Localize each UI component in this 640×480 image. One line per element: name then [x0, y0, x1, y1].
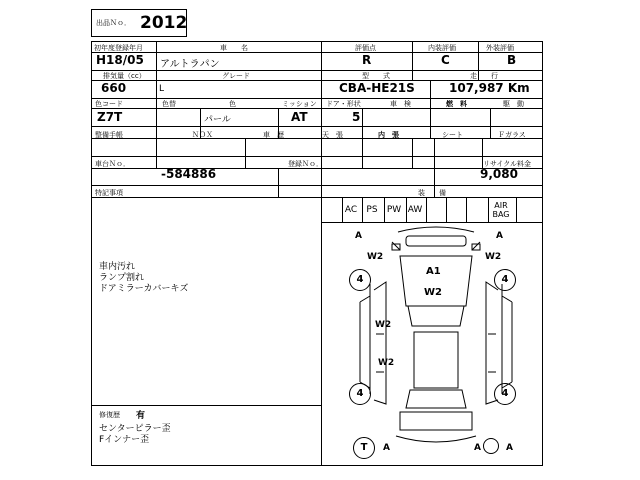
grade-value: L	[159, 84, 165, 94]
car-damage-diagram	[330, 222, 542, 466]
tire-rear-left: 4	[349, 383, 371, 405]
rule	[466, 197, 467, 222]
nox-label: ＮＯＸ	[192, 131, 213, 139]
rule	[321, 197, 322, 465]
first-reg-value: H18/05	[96, 53, 144, 67]
displacement-label: 排気量（cc）	[103, 72, 146, 80]
history-label: 車 歴	[263, 131, 284, 139]
recycle-value: 9,080	[480, 167, 518, 181]
rule	[430, 80, 431, 108]
rule	[156, 108, 157, 138]
mark-a: A	[355, 231, 362, 241]
interior-score-value: C	[441, 53, 450, 67]
rule	[92, 138, 542, 139]
diagram-line	[396, 436, 476, 442]
diagram-line	[406, 236, 466, 246]
rule	[362, 108, 363, 168]
diagram-line	[408, 306, 464, 326]
fuel-label: 燃 料	[446, 100, 467, 108]
diagram-line	[488, 334, 496, 372]
reg-no-label: 登録Ｎｏ．	[288, 160, 323, 168]
equip-airbag: AIR BAG	[492, 201, 510, 219]
lot-number-box	[91, 9, 187, 37]
color-code-label: 色コード	[95, 100, 123, 108]
mileage-value: 107,987 Km	[449, 81, 530, 95]
mark-a: A	[474, 443, 481, 453]
exterior-score-value: B	[507, 53, 517, 67]
diagram-line	[400, 256, 472, 306]
rule	[156, 80, 157, 108]
rule	[92, 185, 542, 186]
remark-line: ランプ割れ	[99, 273, 145, 283]
rule	[92, 98, 542, 99]
lot-number: 2012	[140, 13, 188, 33]
mark-w2: W2	[367, 252, 384, 262]
rule	[430, 108, 431, 138]
first-reg-label: 初年度登録年月	[94, 44, 143, 52]
equip-ps: PS	[366, 205, 378, 215]
remark-line: ドアミラーカバーキズ	[99, 284, 189, 294]
doors-label: ドア・形状	[326, 100, 361, 108]
score-value: R	[362, 53, 372, 67]
equip-aw: AW	[407, 205, 423, 215]
chassis-value: -584886	[161, 167, 217, 181]
diagram-line	[406, 390, 466, 408]
mission-value: AT	[291, 110, 308, 124]
manual-label: 整備手帳	[95, 131, 123, 139]
mark-w2: W2	[378, 358, 395, 368]
rule	[92, 197, 542, 198]
mark-a: A	[496, 231, 503, 241]
diagram-line	[360, 296, 370, 388]
rule	[278, 168, 279, 197]
rule	[446, 197, 447, 222]
rule	[156, 42, 157, 80]
tire-rear-right: 4	[494, 383, 516, 405]
equip-ac: AC	[344, 205, 358, 215]
rule	[92, 108, 542, 109]
rule	[412, 42, 413, 80]
chassis-label: 車台Ｎｏ．	[95, 160, 130, 168]
repair-label: 修復歴	[99, 411, 120, 419]
model-label: 型 式	[362, 72, 390, 80]
equipment-label: 装 備	[418, 189, 446, 197]
score-label: 評価点	[355, 44, 376, 52]
repair-value: 有	[136, 411, 146, 421]
car-name-label: 車 名	[220, 44, 248, 52]
rule	[321, 42, 322, 197]
sunroof-label: 天 張	[322, 131, 343, 139]
seat-label: シート	[442, 131, 463, 139]
diagram-line	[398, 227, 474, 232]
mark-a: A	[383, 443, 390, 453]
rule	[156, 138, 157, 168]
rule	[426, 197, 427, 222]
color-code-value: Z7T	[97, 110, 123, 124]
mileage-label: 走 行	[470, 72, 498, 80]
lot-label: 出品Ｎｏ．	[96, 19, 131, 27]
remarks-label: 特記事項	[95, 189, 123, 197]
interior-score-label: 内装評価	[428, 44, 456, 52]
mark-w2: W2	[375, 320, 392, 330]
mark-a: A	[506, 443, 513, 453]
rule	[92, 156, 542, 157]
displacement-value: 660	[101, 81, 127, 95]
diagram-line	[502, 296, 512, 388]
car-name-value: アルトラパン	[160, 59, 220, 70]
color-label: 色	[229, 100, 236, 108]
spare-tire: T	[353, 437, 375, 459]
diagram-line	[414, 332, 458, 388]
rule	[245, 138, 246, 168]
rule	[490, 108, 491, 138]
rule	[516, 197, 517, 222]
mark-a1: A1	[426, 266, 441, 277]
color-type-label: 色替	[162, 100, 176, 108]
mark-w2: W2	[485, 252, 502, 262]
tire-front-right: 4	[494, 269, 516, 291]
grade-label: グレード	[222, 72, 250, 80]
rule	[434, 138, 435, 168]
interior-label: 内 張	[378, 131, 399, 139]
tire-front-left: 4	[349, 269, 371, 291]
equip-pw: PW	[386, 205, 402, 215]
drive-label: 駆 動	[503, 100, 524, 108]
repair-note: センターピラー歪	[99, 424, 171, 434]
doors-value: 5	[352, 110, 361, 124]
model-value: CBA-HE21S	[339, 81, 415, 95]
capacity-label: 車 検	[390, 100, 411, 108]
mark-w2: W2	[424, 287, 442, 298]
diagram-line	[400, 412, 472, 430]
recycle-label: リサイクル料金	[483, 160, 532, 168]
exterior-score-label: 外装評価	[486, 44, 514, 52]
repair-note: Fインナー歪	[99, 435, 150, 445]
rule	[412, 138, 413, 168]
rear-circle-mark	[483, 438, 499, 454]
diagram-line	[370, 282, 386, 404]
remark-line: 車内汚れ	[99, 262, 136, 272]
rule	[92, 405, 321, 406]
mission-label: ミッション	[282, 100, 317, 108]
rule	[92, 52, 542, 53]
glass-label: Ｆガラス	[498, 131, 526, 139]
rule	[92, 126, 542, 127]
color-value: パール	[204, 115, 231, 125]
